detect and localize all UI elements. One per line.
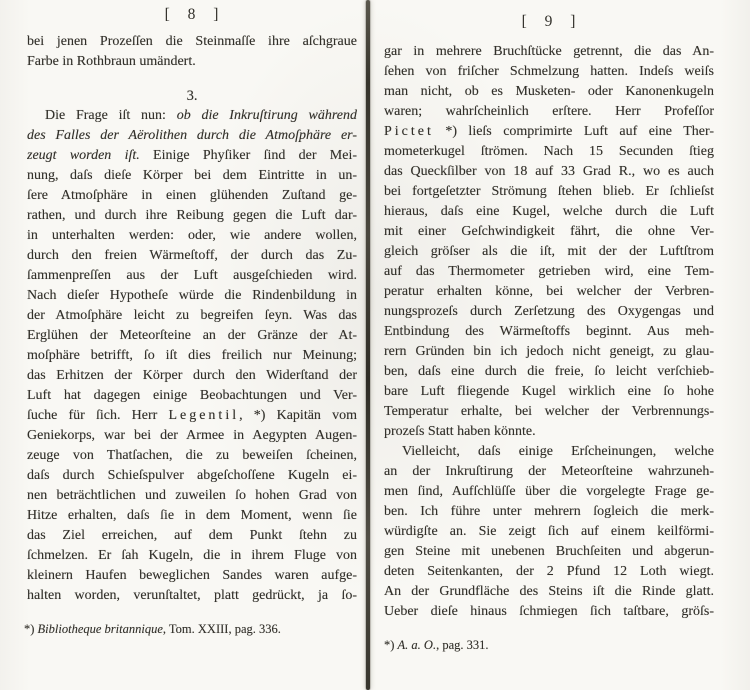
text-line: ſere Atmoſphäre in einen glühenden Zuſtand ge-: [27, 188, 357, 203]
text-line: an der Inkruſtirung der Meteorſteine wahrzuneh-: [384, 464, 714, 479]
letterspaced-name: Legentil: [168, 408, 240, 423]
footnote-right: *) A. a. O., pag. 331.: [384, 638, 489, 652]
text-line: auf das Thermometer getrieben wird, eine Tem-: [384, 264, 714, 279]
text-line: gen Steine mit unebenen Bruchſeiten und abgerun-: [384, 544, 714, 559]
section-number: 3.: [186, 88, 198, 104]
italic-text: Bibliotheque britannique: [37, 622, 163, 636]
text-line: man nicht, ob es Musketen- oder Kanonenkugeln: [384, 84, 714, 99]
text-line: zeuge von Thatſachen, die zu beweiſen ſcheinen,: [27, 448, 357, 463]
text-line: rern Gründen bin ich jedoch nicht geneigt, zu glau-: [384, 344, 714, 359]
text-line: würdigſte an. Sie zeigt ſich auf einem keilförmi-: [384, 524, 714, 539]
text-line: in unterhalten werden: oder, wie andere wollen,: [27, 228, 357, 243]
text-line: prozeſs Statt haben könnte.: [384, 424, 536, 439]
text-line: nungsprozeſs durch Zerſetzung des Oxygengas und: [384, 304, 714, 319]
text-line: Luft hat dagegen einige Beobachtungen und Ver-: [27, 388, 357, 403]
text-line: durch den freien Wärmeſtoff, der durch das Zu-: [27, 248, 357, 263]
text-line: Nach dieſer Hypotheſe würde die Rindenbildung in: [27, 288, 357, 303]
page-number-right: [ 9 ]: [521, 13, 577, 30]
text-line: bare Luft fliegende Kugel wirklich eine ſo hohe: [384, 384, 714, 399]
text-line: der Atmoſphäre leicht zu begreifen ſeyn. Was das: [27, 308, 357, 323]
text-line: mometerkugel ſtrömen. Nach 15 Secunden ſtieg: [384, 144, 714, 159]
text-line: mit einer Geſchwindigkeit fährt, die ohne Ver-: [384, 224, 714, 239]
italic-text: zeugt worden iſt.: [27, 148, 140, 163]
text-line: Ueber dieſe hinaus ſchmiegen ſich taſtbare, gröſs-: [384, 604, 714, 619]
text-line: das Erhitzen der Körper durch den Widerſtand der: [27, 368, 357, 383]
page-number-left: [ 8 ]: [164, 6, 220, 23]
text-line: Geniekorps, war bei der Armee in Aegypten Augen-: [27, 428, 357, 443]
text-line: bei jenen Prozeſſen die Steinmaſſe ihre aſchgraue: [27, 34, 357, 49]
text-line: [27, 126, 357, 146]
paragraph-continued: [384, 42, 714, 442]
paragraph-carryover: [27, 32, 357, 72]
text-line: men ſind, Aufſchlüſſe über die vorgelegte Frage ge-: [384, 484, 714, 499]
text-line: hieraus, daſs eine Kugel, welche durch die Luft: [384, 204, 714, 219]
text-line: kleinern Haufen beweglichen Sandes waren aufge-: [27, 568, 357, 583]
page-gutter-divider: [366, 0, 370, 690]
text-line: deten Seitenkanten, der 2 Pfund 12 Loth wiegt.: [384, 564, 714, 579]
text-line: ſuche für ſich. Herr Legentil, *) Kapitän vom: [27, 408, 357, 423]
text-line: ben, daſs eine durch die freie, ſo leicht verſchieb-: [384, 364, 714, 379]
text-line: nen beträchtlichen und zuweilen ſo hohen Grad von: [27, 488, 357, 503]
text-line: Hitze erhalten, daſs ſie in dem Moment, wenn ſie: [27, 508, 357, 523]
text-line: bei fortgeſetzter Strömung ſtehen blieb. Er ſchlieſst: [384, 184, 714, 199]
text-line: ſchmelzen. Er ſah Kugeln, die in ihrem Fluge von: [27, 548, 357, 563]
text-line: Pictet *) lieſs comprimirte Luft auf eine Ther-: [384, 124, 714, 139]
text-line: zeugt worden iſt. Einige Phyſiker ſind der Mei-: [27, 148, 357, 163]
text-line: ben. Ich führe unter mehrern ſogleich die merk-: [384, 504, 714, 519]
text-line: Temperatur erhalte, bei welcher der Verbrennungs-: [384, 404, 714, 419]
text-line: rathen, und durch ihre Reibung gegen die Luft dar-: [27, 208, 357, 223]
letterspaced-name: Pictet: [384, 124, 434, 139]
text-line: das Ziel erreichen, auf dem Punkt ſtehn zu: [27, 528, 357, 543]
text-line: nung, daſs dieſe Körper bei dem Eintritte in un-: [27, 168, 357, 183]
text-line: An der Grundfläche des Steins iſt die Rinde glatt.: [384, 584, 714, 599]
footnote-left: *) Bibliotheque britannique, Tom. XXIII, pag. 336.: [24, 622, 281, 636]
text-line: Vielleicht, daſs einige Erſcheinungen, welche: [402, 444, 714, 459]
text-line: halten worden, verunſtaltet, platt gedrückt, ja ſo-: [27, 588, 357, 603]
right-page-body: [384, 42, 714, 622]
text-line: gar in mehrere Bruchſtücke getrennt, die das An-: [384, 44, 714, 59]
text-line: Erglühen der Meteorſteine an der Gränze der At-: [27, 328, 357, 343]
italic-text: des Falles der Aërolithen durch die Atmoſphäre er-: [27, 128, 357, 143]
text-line: Die Frage iſt nun: ob die Inkruſtirung während: [45, 108, 357, 123]
text-line: Farbe in Rothbraun umändert.: [27, 54, 196, 69]
text-line: waren; wahrſcheinlich erſtere. Herr Profeſſor: [384, 104, 714, 119]
italic-text: ob die Inkruſtirung während: [176, 108, 357, 123]
text-line: gleich gröſser als die iſt, mit der der Luftſtrom: [384, 244, 714, 259]
italic-text: A. a. O.: [397, 638, 437, 652]
text-line: peratur erhalten könne, bei welcher der Verbren-: [384, 284, 714, 299]
text-line: ſammenpreſſen aus der Luft ausgeſchieden wird.: [27, 268, 357, 283]
text-line: das Queckſilber von 18 auf 33 Grad R., wo es auch: [384, 164, 714, 179]
text-line: Entbindung des Wärmeſtoffs beginnt. Aus meh-: [384, 324, 714, 339]
text-line: ſehen von friſcher Schmelzung hatten. Indeſs weiſs: [384, 64, 714, 79]
text-line: moſphäre betrifft, ſo iſt dies freilich nur Meinung;: [27, 348, 357, 363]
text-line: daſs durch Schieſspulver abgeſchoſſene Kugeln ei-: [27, 468, 357, 483]
paragraph-vielleicht: [384, 442, 714, 622]
section-3-paragraph: [27, 106, 357, 606]
